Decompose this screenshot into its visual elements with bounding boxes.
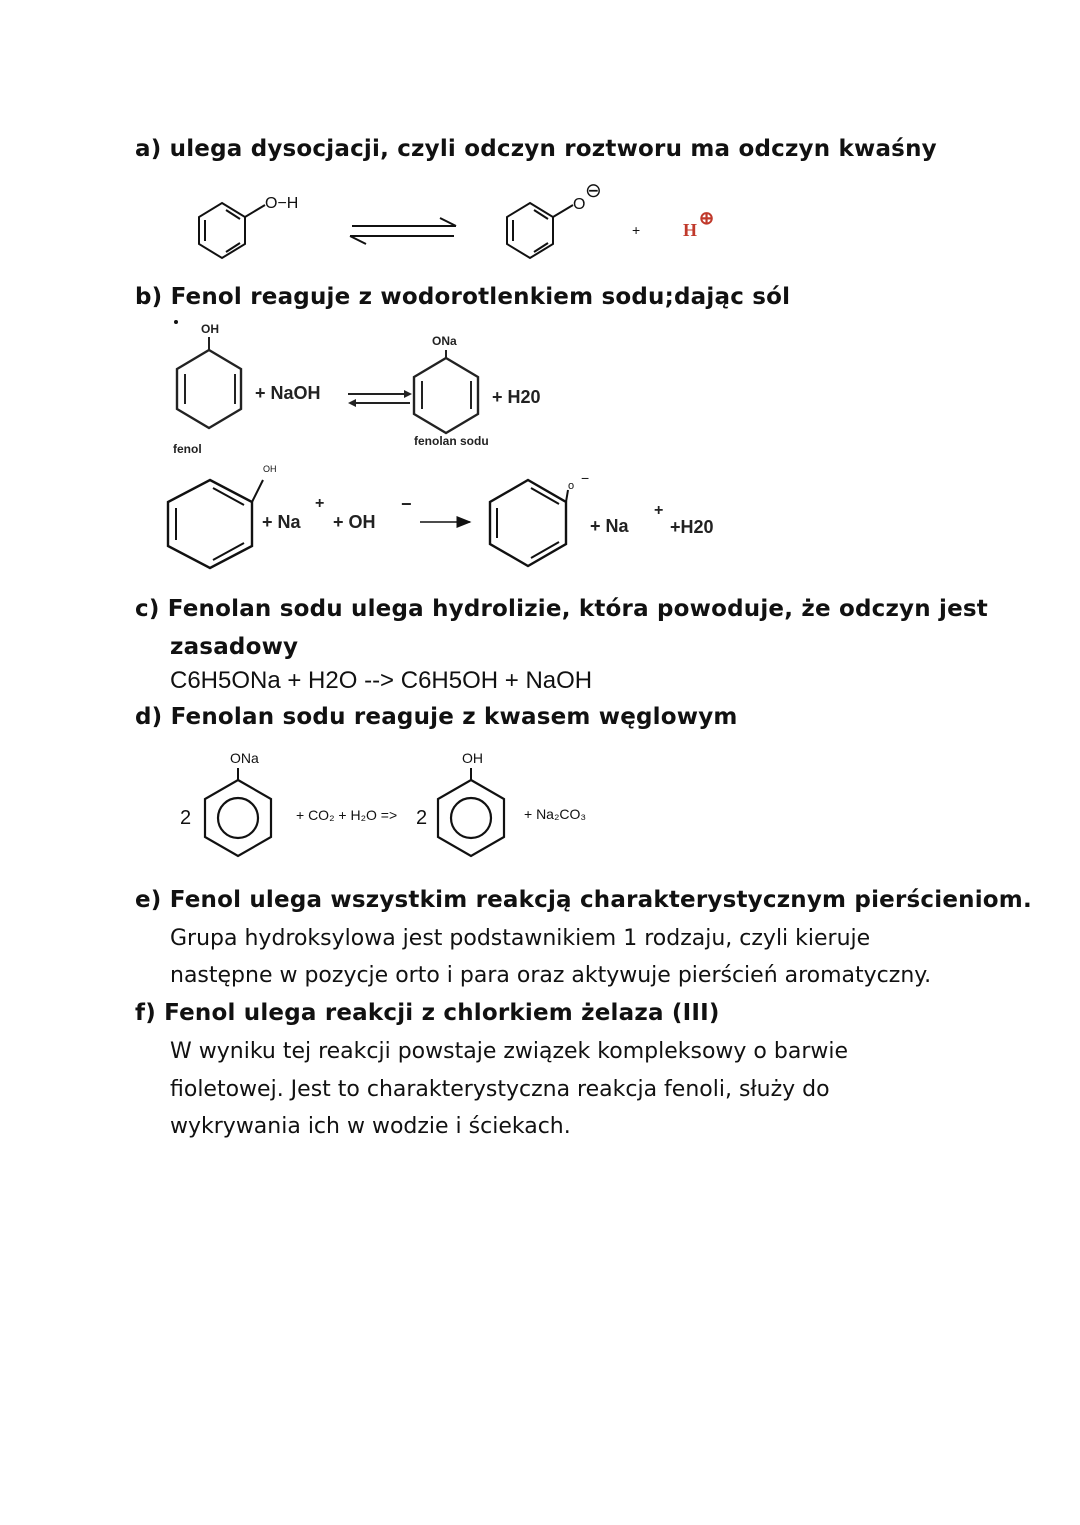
scheme-b1-fenol-label: fenol bbox=[173, 442, 202, 456]
scheme-b2-o-charge: − bbox=[581, 470, 590, 486]
scheme-b2-na-charge: + bbox=[315, 495, 325, 512]
scheme-d-ona-label: ONa bbox=[230, 750, 259, 766]
scheme-b2-na2: + Na bbox=[590, 516, 629, 536]
scheme-b2-oh-charge: − bbox=[401, 494, 412, 514]
scheme-d-oh-label: OH bbox=[462, 750, 483, 766]
scheme-d-product: + Na₂CO₃ bbox=[524, 806, 587, 822]
section-e-line2: następne w pozycje orto i para oraz aktywuje pierścień aromatyczny. bbox=[170, 963, 932, 988]
scheme-b2-oh-ion: + OH bbox=[333, 512, 376, 532]
scheme-d-reagents: + CO₂ + H₂O => bbox=[296, 807, 398, 823]
scheme-b1-h2o: + H20 bbox=[492, 387, 541, 407]
scheme-d-sodium-phenolate bbox=[205, 750, 271, 856]
section-a-heading: a) ulega dysocjacji, czyli odczyn roztworu ma odczyn kwaśny bbox=[135, 136, 937, 162]
section-c-heading-line1: c) Fenolan sodu ulega hydrolizie, która powoduje, że odczyn jest bbox=[135, 596, 988, 622]
scheme-a-oh-label: O−H bbox=[265, 195, 299, 212]
section-e-heading: e) Fenol ulega wszystkim reakcją charakterystycznym pierścieniom. bbox=[135, 887, 1032, 913]
scheme-a-o-label: O bbox=[573, 196, 586, 213]
section-f-line1: W wyniku tej reakcji powstaje związek kompleksowy o barwie bbox=[170, 1039, 849, 1064]
section-c-heading-line2: zasadowy bbox=[170, 634, 299, 660]
section-f-heading: f) Fenol ulega reakcji z chlorkiem żelaza (III) bbox=[135, 1000, 720, 1026]
scheme-a-h-label: H bbox=[683, 220, 698, 240]
section-f-line2: fioletowej. Jest to charakterystyczna reakcja fenoli, służy do bbox=[170, 1077, 830, 1102]
scheme-b2-oh-label: OH bbox=[263, 464, 277, 474]
scheme-b1-oh-label: OH bbox=[201, 322, 219, 336]
scheme-a-plus: + bbox=[632, 222, 641, 238]
scheme-d-coef2: 2 bbox=[416, 807, 428, 829]
section-d-heading: d) Fenolan sodu reaguje z kwasem węglowym bbox=[135, 704, 738, 730]
scheme-d-phenol bbox=[438, 750, 504, 856]
section-c-equation: C6H5ONa + H2O --> C6H5OH + NaOH bbox=[170, 667, 593, 694]
section-b-heading: b) Fenol reaguje z wodorotlenkiem sodu;dając sól bbox=[135, 284, 791, 310]
scheme-b1-fenolan-label: fenolan sodu bbox=[414, 434, 489, 448]
scheme-a-plus-sign: ⊕ bbox=[699, 208, 715, 228]
section-e-line1: Grupa hydroksylowa jest podstawnikiem 1 rodzaju, czyli kieruje bbox=[170, 926, 871, 951]
scheme-b1-naoh: + NaOH bbox=[255, 383, 321, 403]
scheme-b2-o-label: o bbox=[568, 480, 575, 492]
section-f-line3: wykrywania ich w wodzie i ściekach. bbox=[170, 1114, 571, 1139]
scheme-b2-na: + Na bbox=[262, 512, 301, 532]
scheme-b2-na2-charge: + bbox=[654, 502, 664, 519]
scheme-b2-h2o: +H20 bbox=[670, 517, 714, 537]
scheme-a-minus-sign: ⊖ bbox=[585, 180, 602, 202]
scheme-d-coef1: 2 bbox=[180, 807, 192, 829]
scheme-b1-ona-label: ONa bbox=[432, 334, 457, 348]
